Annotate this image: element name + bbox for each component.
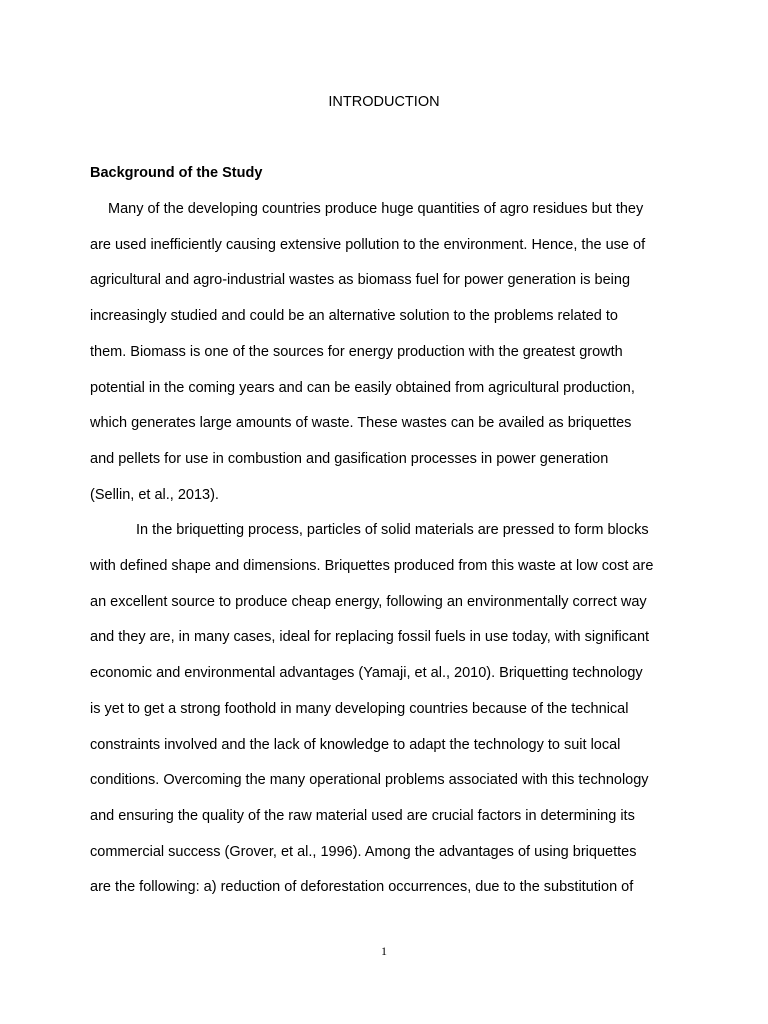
paragraph-1-line: are used inefficiently causing extensive pollution to the environment. Hence, the use of [90, 237, 646, 253]
page-title: INTRODUCTION [328, 94, 440, 110]
paragraph-2-line: an excellent source to produce cheap energy, following an environmentally correct way [90, 594, 647, 610]
paragraph-2-line: conditions. Overcoming the many operational problems associated with this technology [90, 772, 649, 788]
section-heading: Background of the Study [90, 165, 263, 181]
paragraph-2-line: are the following: a) reduction of deforestation occurrences, due to the substitution of [90, 879, 634, 895]
paragraph-1-line: (Sellin, et al., 2013). [90, 487, 219, 503]
paragraph-2-line: and ensuring the quality of the raw material used are crucial factors in determining its [90, 808, 635, 824]
paragraph-2-line: with defined shape and dimensions. Briquettes produced from this waste at low cost are [90, 558, 654, 574]
paragraph-1-line: agricultural and agro-industrial wastes as biomass fuel for power generation is being [90, 272, 631, 288]
paragraph-2-line: constraints involved and the lack of knowledge to adapt the technology to suit local [90, 737, 621, 753]
paragraph-2-line: In the briquetting process, particles of solid materials are pressed to form blocks [136, 522, 649, 538]
paragraph-2-line: commercial success (Grover, et al., 1996). Among the advantages of using briquettes [90, 844, 637, 860]
paragraph-1-line: which generates large amounts of waste. These wastes can be availed as briquettes [90, 415, 632, 431]
paragraph-1-line: increasingly studied and could be an alternative solution to the problems related to [90, 308, 618, 324]
page-number: 1 [381, 944, 387, 958]
paragraph-2-line: and they are, in many cases, ideal for replacing fossil fuels in use today, with significant [90, 629, 650, 645]
paragraph-1-line: and pellets for use in combustion and gasification processes in power generation [90, 451, 609, 467]
paragraph-1-line: them. Biomass is one of the sources for energy production with the greatest growth [90, 344, 623, 360]
paragraph-1-line: Many of the developing countries produce huge quantities of agro residues but they [108, 201, 644, 217]
paragraph-2-line: economic and environmental advantages (Yamaji, et al., 2010). Briquetting technology [90, 665, 643, 681]
paragraph-2-line: is yet to get a strong foothold in many developing countries because of the technical [90, 701, 629, 717]
paragraph-1-line: potential in the coming years and can be easily obtained from agricultural production, [90, 380, 635, 396]
